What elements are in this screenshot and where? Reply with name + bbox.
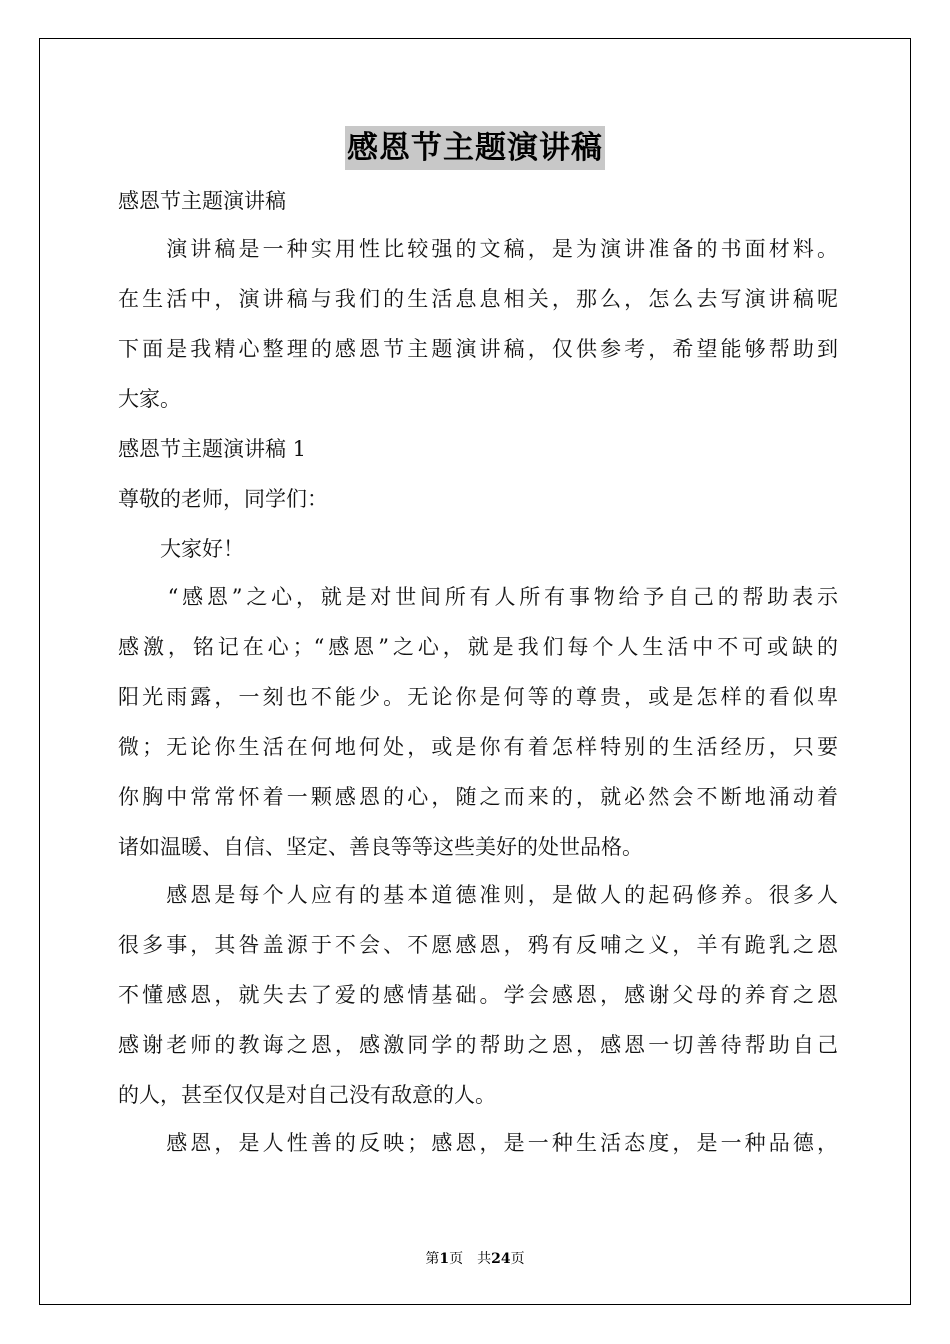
body-line: 微；无论你生活在何地何处，或是你有着怎样特别的生活经历，只要 [118,735,838,759]
body-line: 感恩节主题演讲稿 [118,189,286,213]
footer-current-page: 1 [439,1251,450,1267]
page-border [39,38,911,1305]
body-line: 感激，铭记在心；“感恩”之心，就是我们每个人生活中不可或缺的 [118,635,838,659]
footer-suffix: 页 [510,1251,525,1267]
body-line: 演讲稿是一种实用性比较强的文稿，是为演讲准备的书面材料。 [118,237,838,261]
body-line: “感恩”之心，就是对世间所有人所有事物给予自己的帮助表示 [118,585,838,609]
body-line: 感恩是每个人应有的基本道德准则，是做人的起码修养。很多人 [118,883,838,907]
body-line: 诸如温暖、自信、坚定、善良等等这些美好的处世品格。 [118,835,643,859]
body-line: 很多事，其咎盖源于不会、不愿感恩，鸦有反哺之义，羊有跪乳之恩 [118,933,838,957]
footer-prefix: 第 [425,1251,440,1267]
body-line: 你胸中常常怀着一颗感恩的心，随之而来的，就必然会不断地涌动着 [118,785,838,809]
body-line: 尊敬的老师，同学们： [118,487,328,511]
body-line: 大家好！ [118,537,244,561]
body-line: 阳光雨露，一刻也不能少。无论你是何等的尊贵，或是怎样的看似卑 [118,685,838,709]
body-line: 在生活中，演讲稿与我们的生活息息相关，那么，怎么去写演讲稿呢 [118,287,838,311]
footer-mid: 页 共 [449,1251,492,1267]
body-line: 感谢老师的教诲之恩，感激同学的帮助之恩，感恩一切善待帮助自己 [118,1033,838,1057]
body-line: 不懂感恩，就失去了爱的感情基础。学会感恩，感谢父母的养育之恩 [118,983,838,1007]
body-line: 的人，甚至仅仅是对自己没有敌意的人。 [118,1083,496,1107]
document-title: 感恩节主题演讲稿 [345,126,605,170]
body-line: 大家。 [118,387,181,411]
page-footer [0,1248,950,1268]
body-line: 下面是我精心整理的感恩节主题演讲稿，仅供参考，希望能够帮助到 [118,337,838,361]
title-container [0,126,950,170]
body-line: 感恩节主题演讲稿 1 [118,437,307,461]
footer-total-pages: 24 [491,1251,511,1267]
body-line: 感恩，是人性善的反映；感恩，是一种生活态度，是一种品德， [118,1131,838,1155]
